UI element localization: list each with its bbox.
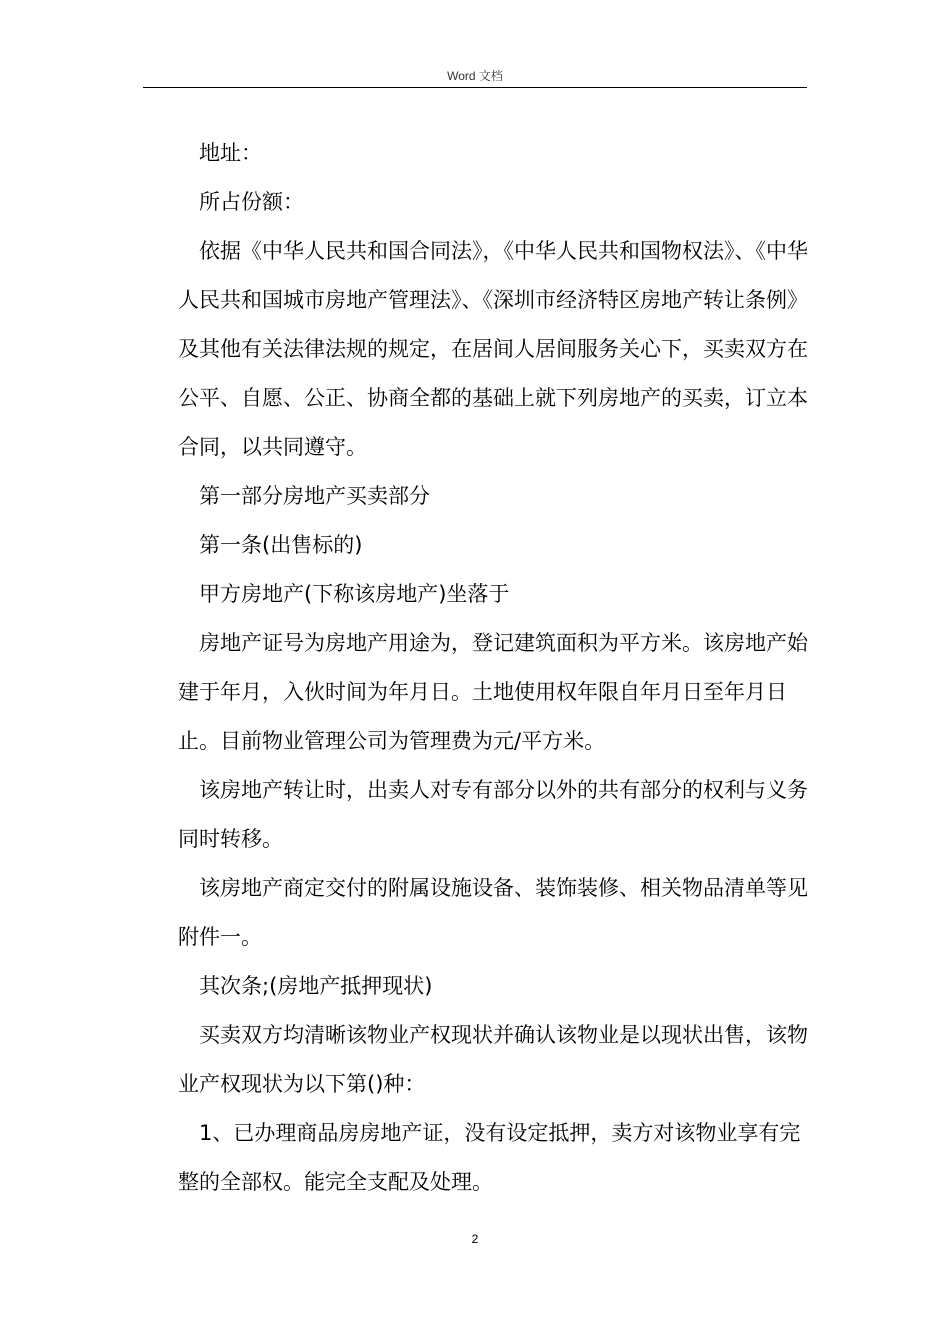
page-header-title: Word 文档 — [447, 69, 503, 83]
paragraph-attachments: 该房地产商定交付的附属设施设备、装饰装修、相关物品清单等见附件一。 — [178, 876, 808, 949]
page-number: 2 — [471, 1232, 479, 1246]
paragraph-option-one: 1、已办理商品房房地产证，没有设定抵押，卖方对该物业享有完整的全部权。能完全支配及处理。 — [178, 1121, 801, 1194]
paragraph-property-details: 房地产证号为房地产用途为，登记建筑面积为平方米。该房地产始建于年月，入伙时间为年月日。土地使用权年限自年月日至年月日止。目前物业管理公司为管理费为元/平方米。 — [178, 631, 808, 753]
paragraph-article-one-heading: 第一条(出售标的) — [199, 533, 363, 557]
paragraph-article-two-heading: 其次条;(房地产抵押现状) — [199, 974, 433, 998]
paragraph-shared-rights: 该房地产转让时，出卖人对专有部分以外的共有部分的权利与义务同时转移。 — [178, 778, 808, 851]
header-divider — [143, 87, 807, 88]
paragraph-legal-basis: 依据《中华人民共和国合同法》，《中华人民共和国物权法》、《中华人民共和国城市房地产管理法》、《深圳市经济特区房地产转让条例》及其他有关法律法规的规定，在居间人居间服务关心下，买卖双方在公平、自愿、公正、协商全都的基础上就下列房地产的买卖，订立本合同，以共同遵守。 — [178, 239, 808, 459]
paragraph-address: 地址： — [199, 141, 262, 165]
paragraph-share: 所占份额： — [199, 190, 304, 214]
paragraph-part-one-heading: 第一部分房地产买卖部分 — [199, 484, 430, 508]
paragraph-title-status: 买卖双方均清晰该物业产权现状并确认该物业是以现状出售，该物业产权现状为以下第()种： — [178, 1023, 808, 1096]
paragraph-property-location: 甲方房地产(下称该房地产)坐落于 — [199, 582, 510, 606]
document-body — [178, 129, 818, 1207]
